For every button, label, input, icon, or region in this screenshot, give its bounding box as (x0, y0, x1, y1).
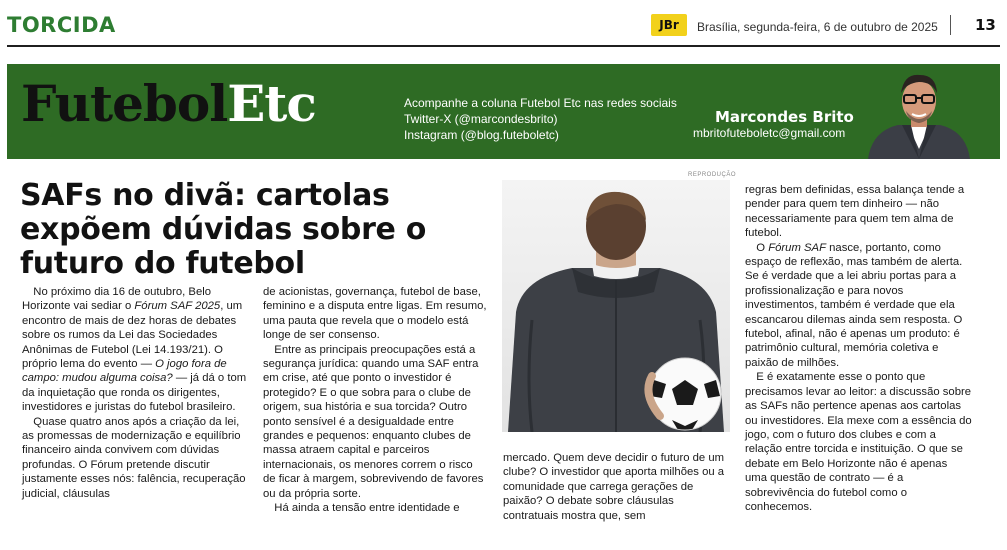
paragraph: regras bem definidas, essa balança tende a pender para quem tem dinheiro — não necessariamente para quem tem alma de futebol. (745, 184, 965, 240)
paragraph (745, 241, 972, 371)
event-motto: O jogo fora de campo: mudou alguma coisa? (22, 358, 227, 385)
article-column-4 (745, 183, 972, 514)
paragraph (22, 285, 252, 415)
text-run: Há ainda a tensão entre identidade e (274, 502, 460, 515)
text-run: , um encontro de mais de dez horas de debates sobre os rumos da Lei das Sociedades Anônimas de Futebol (Lei 14.193/21). O próprio lema do evento — (22, 300, 243, 371)
header-rule (7, 45, 1000, 47)
article-headline: SAFs no divã: cartolas expõem dúvidas sobre o futuro do futebol (20, 178, 427, 281)
text-run: Entre as principais preocupações está a segurança jurídica: quando uma SAF entra em crise, até que ponto o investidor é protegido? E o que sobra para o clube de origem, sua história e sua torcida? Outro ponto sensível é a desigualdade entre grandes e pequenos: enquanto clubes de massa atraem capital e parceiros internacionais, os menores correm o risco de ficar à margem, sobrevivendo de favores ou da própria sorte. (263, 343, 484, 500)
image-credit: REPRODUÇÃO (688, 172, 737, 178)
page-header (0, 0, 1007, 46)
paragraph: de acionistas, governança, futebol de base, feminino e a disputa entre ligas. Em resumo, uma pauta que revela que o modelo está longe de ser consenso. (263, 286, 487, 342)
social-links (404, 95, 677, 143)
text-run: nasce, portanto, como espaço de reflexão, mas também de alerta. Se é verdade que a lei abriu portas para a profissionalização e para novos investimentos, também é verdade que ela escancarou dilemas ainda sem resposta. O futebol, afinal, não é apenas um produto: é patrimônio cultural, memória coletiva e paixão de milhões. (745, 241, 963, 369)
article-illustration (502, 180, 730, 432)
text-run: E é exatamente esse o ponto que precisamos levar ao leitor: a discussão sobre as SAFs não pertence apenas aos cartolas ou investidores. Ela mexe com a essência do jogo, com o futuro dos clubes e com a relação entre torcida e instituição. O que se debate em Belo Horizonte não é apenas uma questão de contrato — é a sobrevivência do futebol como o conhecemos. (745, 371, 972, 513)
event-name: Fórum SAF (768, 241, 826, 254)
text-run: Quase quatro anos após a criação da lei, as promessas de modernização e equilíbrio financeiro ainda convivem com dúvidas profundas. O Fórum pretende discutir justamente esses nós: falência, recuperação judicial, cláusulas (22, 415, 246, 500)
author-email: mbritofuteboletc@gmail.com (693, 126, 846, 140)
paragraph (263, 501, 488, 515)
author-portrait (864, 69, 974, 159)
column-banner (7, 64, 1000, 159)
text-run: O (756, 241, 769, 254)
social-intro: Acompanhe a coluna Futebol Etc nas redes sociais (404, 96, 677, 110)
header-divider (950, 15, 951, 35)
social-twitter: Twitter-X (@marcondesbrito) (404, 112, 558, 126)
paragraph: mercado. Quem deve decidir o futuro de um clube? O investidor que aporta milhões ou a comunidade que carrega gerações de paixão? O debate sobre cláusulas contratuais mostra que, sem (503, 452, 725, 522)
paragraph (745, 370, 972, 514)
column-logo-part2: Etc (227, 74, 316, 133)
text-run: No próximo dia 16 de outubro, Belo Horizonte vai sediar o (22, 286, 212, 313)
section-title: TORCIDA (7, 13, 116, 37)
author-name: Marcondes Brito (715, 108, 854, 126)
social-instagram: Instagram (@blog.futeboletc) (404, 128, 559, 142)
article-column-1 (22, 285, 252, 501)
column-logo (21, 74, 316, 133)
text-run: — já dá o tom da inquietação que ronda os dirigentes, investidores e juristas do futebol brasileiro. (22, 372, 247, 414)
page-number: 13 (975, 16, 996, 34)
paragraph (263, 343, 488, 501)
article-column-3 (503, 451, 731, 523)
paragraph (22, 415, 252, 501)
event-name: Fórum SAF 2025 (134, 300, 221, 313)
column-logo-part1: Futebol (21, 74, 228, 133)
dateline: Brasília, segunda-feira, 6 de outubro de 2025 (697, 20, 938, 34)
jbr-logo: JBr (651, 14, 687, 36)
article-column-2 (263, 285, 488, 516)
